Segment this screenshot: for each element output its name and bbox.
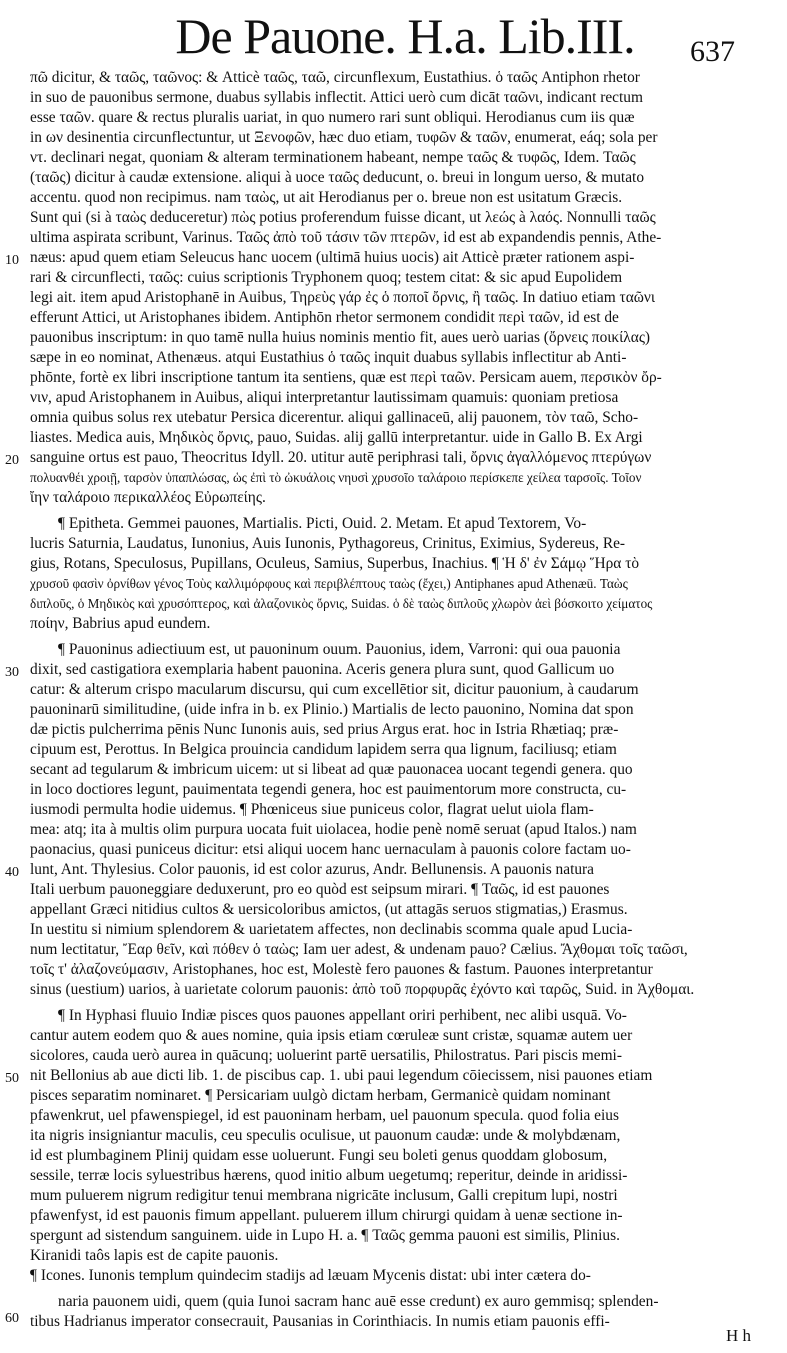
text-line: spergunt ad sistendum sanguinem. uide in Lupo H. a. ¶ Ταῶς gemma pauoni est similis, Plinius. <box>30 1227 620 1244</box>
text-line: secant ad tegularum & imbricum uicem: ut si libeat ad quæ pauonacea uocant tegendi genera. quo <box>30 761 633 778</box>
text-body <box>0 66 787 1350</box>
text-line: pauonibus inscriptum: in quo tamē nulla huius nominis mentio fit, aues uerò uarias (ὄρνεις ποικίλας) <box>30 329 651 346</box>
text-line: ¶ Epitheta. Gemmei pauones, Martialis. Picti, Ouid. 2. Metam. Et apud Textorem, Vo- <box>58 515 587 532</box>
text-line: lucris Saturnia, Laudatus, Iunonius, Auis Iunonis, Pythagoreus, Crinitus, Eximius, Sydereus, Re- <box>30 535 626 552</box>
text-line: πῶ dicitur, & ταῶς, ταῶνος: & Atticè ταῶς, ταῶ, circunflexum, Eustathius. ὁ ταῶς Antiphon rhetor <box>30 69 640 86</box>
text-line: omnia quibus solus rex utebatur Persica dicerentur. aliqui gallinaceū, alij pauonem, τὸν ταῶ, Scho- <box>30 409 639 426</box>
text-line: dæ pictis pulcherrima pēnis Nunc Iunonis auis, sed prius Argus erat. hoc in Istria Rhætiaq; præ- <box>30 721 619 738</box>
text-line: in ων desinentia circunflectuntur, ut Ξενοφῶν, hæc duo etiam, τυφῶν & ταῶν, enumerat, eáq; sola per <box>30 129 658 146</box>
text-line: pfawenfyst, id est pauonis fimum appellant. puluerem illum chirurgi quidam à uenæ sectione in- <box>30 1207 623 1224</box>
text-line: tibus Hadrianus imperator consecrauit, Pausanias in Corinthiacis. In numis etiam pauonis effi- <box>30 1313 610 1330</box>
text-line: iusmodi permulta hodie uidemus. ¶ Phœniceus siue puniceus color, flagrat uelut uiola flam- <box>30 801 594 818</box>
text-line: sicolores, cauda uerò aurea in quācunq; uoluerint partē uersatilis, Philostratus. Pari piscis memi- <box>30 1047 622 1064</box>
text-line: (ταῶς) dicitur à caudæ extensione. aliqui à uoce ταῶς deducunt, ο. breui in longum uerso, & mutato <box>30 169 645 186</box>
text-line: sinus (uestium) uarios, à uarietate colorum pauonis: ἀπὸ τοῦ πορφυρᾶς ἐχόντο καὶ ταρῶς, Suid. in Ἀχθομαι. <box>30 981 695 998</box>
text-line: ντ. declinari negat, quoniam & alteram terminationem habeant, nempe ταῶς & τυφῶς, Idem. Ταῶς <box>30 149 636 166</box>
text-line: In uestitu si nimium splendorem & uarietatem affectes, non declinabis scomma quale apud Lucia- <box>30 921 633 938</box>
text-line: ita nigris insigniantur maculis, ceu speculis oculisue, ut pauonum caudæ: unde & molybdænam, <box>30 1127 621 1144</box>
line-number: 40 <box>5 865 19 880</box>
text-line: ἴην ταλάροιο περικαλλέος Εὐρωπείης. <box>30 489 266 506</box>
page-header <box>0 0 787 70</box>
text-line: ultima aspirata scribunt, Varinus. Ταῶς ἀπὸ τοῦ τάσιν τῶν πτερῶν, id est ab expandendis pennis, Athe- <box>30 229 662 246</box>
text-line: mea: atq; ita à multis olim purpura uocata fuit uiolacea, hodie penè nomē seruat (apud Italos.) nam <box>30 821 637 838</box>
text-line: num lectitatur, Ἔαρ θεῖν, καὶ πόθεν ὁ ταὼς; Iam uer adest, & undenam pauo? Cælius. Ἄχθομαι τοῖς ταῶσι, <box>30 941 688 958</box>
text-line: pauoninarū similitudine, (uide infra in b. ex Plinio.) Martialis de lecto pauonino, Nomina dat spon <box>30 701 634 718</box>
text-line: naria pauonem uidi, quem (quia Iunoi sacram hanc auē esse credunt) ex auro gemmisq; splenden- <box>58 1293 659 1310</box>
page-number: 637 <box>690 35 735 68</box>
text-line: legi ait. item apud Aristophanē in Auibus, Τηρεὺς γάρ ἐς ὁ ποποῖ ὄρνις, ἢ ταῶς. In datiuo etiam ταῶνι <box>30 289 655 306</box>
text-line: cipuum est, Perottus. In Belgica prouincia candidum lapidem serra qua lignum, faciliusq; etiam <box>30 741 617 758</box>
text-line: ποίην, Babrius apud eundem. <box>30 615 211 632</box>
text-line: accentu. quod non recipimus. nam ταὼς, ut ait Herodianus per ο. breue non est usitatum Græcis. <box>30 189 623 206</box>
text-line: sæpe in eo nominat, Athenæus. atqui Eustathius ὁ ταῶς inquit duabus syllabis inflectitur ab Anti- <box>30 349 627 366</box>
text-line: cantur autem eodem quo & aues nomine, quia ipsis etiam cœruleæ sunt cristæ, squamæ autem uer <box>30 1027 633 1044</box>
text-line: in suo de pauonibus sermone, duabus syllabis inflectit. Attici uerò cum dicāt ταῶνι, indicant rectum <box>30 89 643 106</box>
text-line: ¶ In Hyphasi fluuio Indiæ pisces quos pauones appellant oriri perhibent, nec alibi usquā. Vo- <box>58 1007 627 1024</box>
text-line: lunt, Ant. Thylesius. Color pauonis, id est color azurus, Andr. Bellunensis. A pauonis natura <box>30 861 594 878</box>
line-number: 20 <box>5 453 19 468</box>
text-line: in loco doctiores legunt, pauimentata tegendi genera, hoc est pauimentorum more constructa, cu- <box>30 781 627 798</box>
text-line: id est plumbaginem Plinij quidam esse uoluerunt. Fungi seu boleti genus quoddam globosum, <box>30 1147 608 1164</box>
text-line: esse ταῶν. quare & rectus pluralis uariat, in quo numero rari sunt obliqui. Herodianus cum iis quæ <box>30 109 635 126</box>
text-line: Sunt qui (si à ταὼς deduceretur) πὼς potius proferendum fuisse dicant, ut λεώς à λαός. Nonnulli ταῶς <box>30 209 656 226</box>
line-number: 60 <box>5 1311 19 1326</box>
text-line: mum puluerem nigrum redigitur tenui membrana nigricāte inclusum, Galli crepitum lupi, nostri <box>30 1187 618 1204</box>
text-line: appellant Græci nitidius cultos & uersicoloribus amictos, (ut attagās seruos stigmatias,) Erasmus. <box>30 901 628 918</box>
text-line: Kiranidi taôs lapis est de capite pauonis. <box>30 1247 279 1264</box>
text-line: nit Bellonius ab aue dicti lib. 1. de piscibus cap. 1. ubi paui legendum cōiecissem, nisi pauones etiam <box>30 1067 653 1084</box>
text-line: διπλοῦς, ὁ Μηδικὸς καὶ χρυσόπτερος, καὶ ἀλαζονικὸς ὄρνις, Suidas. ὁ δὲ ταὼς διπλοῦς χλωρὸν ἀεὶ βόσκοιτο χείματος <box>30 596 653 611</box>
text-line: Itali uerbum pauoneggiare deduxerunt, pro eo quòd est seipsum mirari. ¶ Ταῶς, id est pauones <box>30 881 610 898</box>
text-line: νιν, apud Aristophanem in Auibus, aliqui interpretantur lautissimam quamuis: quoniam pretiosa <box>30 389 619 406</box>
text-line: gius, Rotans, Speculosus, Pupillans, Oculeus, Samius, Superbus, Inachius. ¶ Ἡ δ' ἐν Σάμῳ Ἥρα τὸ <box>30 555 640 572</box>
text-line: sanguine ortus est pauo, Theocritus Idyll. 20. utitur autē periphrasi tali, ὄρνις ἀγαλλόμενος πτερύγων <box>30 449 652 466</box>
text-line: næus: apud quem etiam Seleucus hanc uocem (ultimā huius uocis) ait Atticè præter rationem aspi- <box>30 249 635 266</box>
line-number: 50 <box>5 1071 19 1086</box>
text-line: χρυσοῦ φασὶν ὀρνίθων γένος Τοὺς καλλιμόρφους καὶ περιβλέπτους ταὼς (ἔχει,) Antiphanes apud Athenæū. Ταὼς <box>30 576 628 591</box>
text-line: liastes. Medica auis, Μηδικὸς ὄρνις, pauo, Suidas. alij gallū interpretantur. uide in Gallo B. Ex Argi <box>30 429 643 446</box>
running-head: De Pauone. H.a. Lib.III. <box>175 8 635 64</box>
text-line: τοῖς τ' ἀλαζονεύμασιν, Aristophanes, hoc est, Molestè fero pauones & fastum. Pauones interpretantur <box>30 961 653 978</box>
text-line: paonacius, quasi puniceus dicitur: etsi aliqui uocem hanc uernaculam à pauonis colore factam uo- <box>30 841 631 858</box>
signature-mark: H h <box>726 1326 752 1345</box>
text-line: ¶ Icones. Iunonis templum quindecim stadijs ad læuam Mycenis distat: ubi inter cætera do- <box>30 1267 591 1284</box>
text-line: rari & circunflecti, ταῶς: cuius scriptionis Tryphonem quoq; testem citat: & sic apud Eupolidem <box>30 269 623 286</box>
text-line: efferunt Attici, ut Aristophanes ibidem. Antiphōn rhetor sermonem condidit περὶ ταῶν, id est de <box>30 309 619 326</box>
text-line: ¶ Pauoninus adiectiuum est, ut pauoninum ouum. Pauonius, idem, Varroni: qui oua pauonia <box>58 641 621 658</box>
text-line: catur: & alterum crispo macularum discursu, qui cum excellētior sit, dicitur pauonium, à caudarum <box>30 681 639 698</box>
text-line: sessile, terræ locis syluestribus hærens, quod initio album uegetumq; reperitur, deinde in aridissi- <box>30 1167 628 1184</box>
text-line: dixit, sed castigatiora exemplaria habent pauonina. Aceris genera plura sunt, quod Gallicum uo <box>30 661 615 678</box>
text-line: phōnte, fortè ex libri inscriptione tantum ita sentiens, quæ est περὶ ταῶν. Persicam auem, περσικὸν ὄρ- <box>30 369 662 386</box>
line-number: 10 <box>5 253 19 268</box>
text-line: πολυανθέι χροιῇ, ταρσὸν ὑπαπλώσας, ὡς ἐπὶ τὸ ὠκυάλοις νηυσὶ χρυσοῖο ταλάροιο περίσκεπε χείλεα ταρσοῖς. Τοῖον <box>30 470 642 485</box>
text-line: pfawenkrut, uel pfawenspiegel, id est pauoninam herbam, uel pauonum specula. quod folia eius <box>30 1107 619 1124</box>
line-number: 30 <box>5 665 19 680</box>
text-line: pisces separatim nominaret. ¶ Persicariam uulgò dictam herbam, Germanicè quidam nominant <box>30 1087 611 1104</box>
